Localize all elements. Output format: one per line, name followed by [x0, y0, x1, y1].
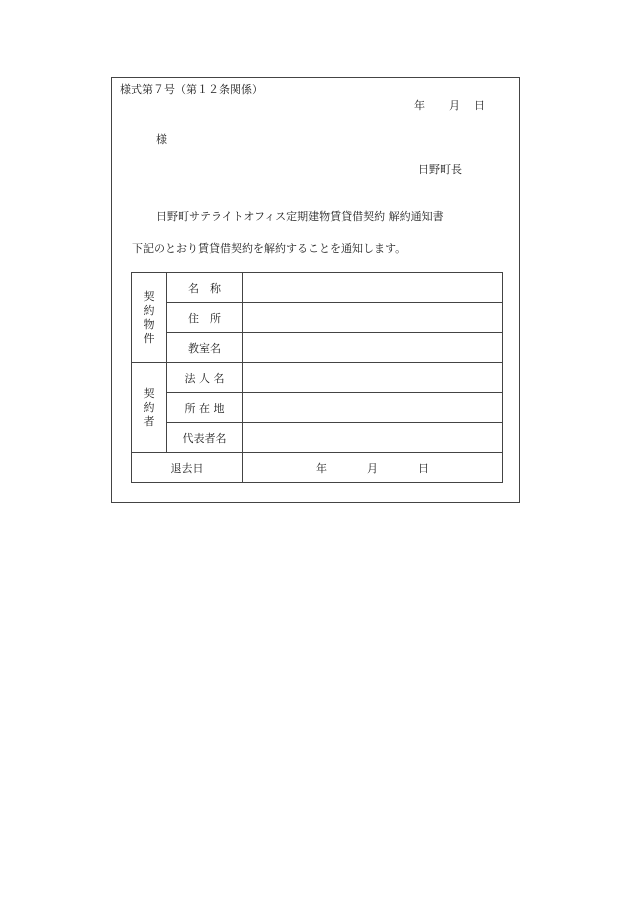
location-label: 所 在 地 — [184, 401, 225, 415]
property-group-cell — [132, 273, 167, 363]
table-row — [132, 333, 503, 363]
retire-date — [316, 462, 429, 475]
notice-body: 下記のとおり賃貸借契約を解約することを通知します。 — [132, 242, 407, 255]
property-name-field[interactable] — [243, 273, 503, 303]
representative-name-label: 代表者名 — [182, 431, 227, 445]
form-number: 様式第７号（第１２条関係） — [120, 83, 263, 96]
retire-year-label: 年 — [316, 461, 327, 475]
table-row — [132, 453, 503, 483]
retire-day-label: 日 — [418, 461, 429, 475]
retire-date-field[interactable] — [243, 453, 503, 483]
contractor-group-label: 契約者 — [143, 386, 155, 428]
property-group-label: 契約物件 — [143, 289, 155, 345]
property-name-label: 名 称 — [188, 281, 221, 295]
property-address-label: 住 所 — [188, 311, 221, 325]
table-row — [132, 273, 503, 303]
retire-date-label-cell — [132, 453, 243, 483]
date-day-label: 日 — [474, 99, 485, 112]
corporation-name-field[interactable] — [243, 363, 503, 393]
row-label — [167, 393, 243, 423]
room-name-field[interactable] — [243, 333, 503, 363]
retire-date-label: 退去日 — [170, 461, 204, 475]
property-address-field[interactable] — [243, 303, 503, 333]
document-title: 日野町サテライトオフィス定期建物賃貸借契約 解約通知書 — [156, 210, 444, 223]
table-row — [132, 363, 503, 393]
representative-name-field[interactable] — [243, 423, 503, 453]
contract-info-table — [131, 272, 503, 483]
notice-date — [414, 100, 485, 111]
addressee-suffix: 様 — [156, 133, 167, 146]
row-label — [167, 363, 243, 393]
row-label — [167, 303, 243, 333]
contractor-group-cell — [132, 363, 167, 453]
row-label — [167, 273, 243, 303]
table-row — [132, 303, 503, 333]
table-row — [132, 423, 503, 453]
row-label — [167, 333, 243, 363]
issuer-name: 日野町長 — [418, 163, 462, 176]
location-field[interactable] — [243, 393, 503, 423]
form-frame — [111, 77, 520, 503]
retire-month-label: 月 — [367, 461, 378, 475]
corporation-name-label: 法 人 名 — [184, 371, 225, 385]
row-label — [167, 423, 243, 453]
date-year-label: 年 — [414, 99, 425, 112]
date-month-label: 月 — [449, 99, 460, 112]
table-row — [132, 393, 503, 423]
room-name-label: 教室名 — [188, 341, 221, 355]
